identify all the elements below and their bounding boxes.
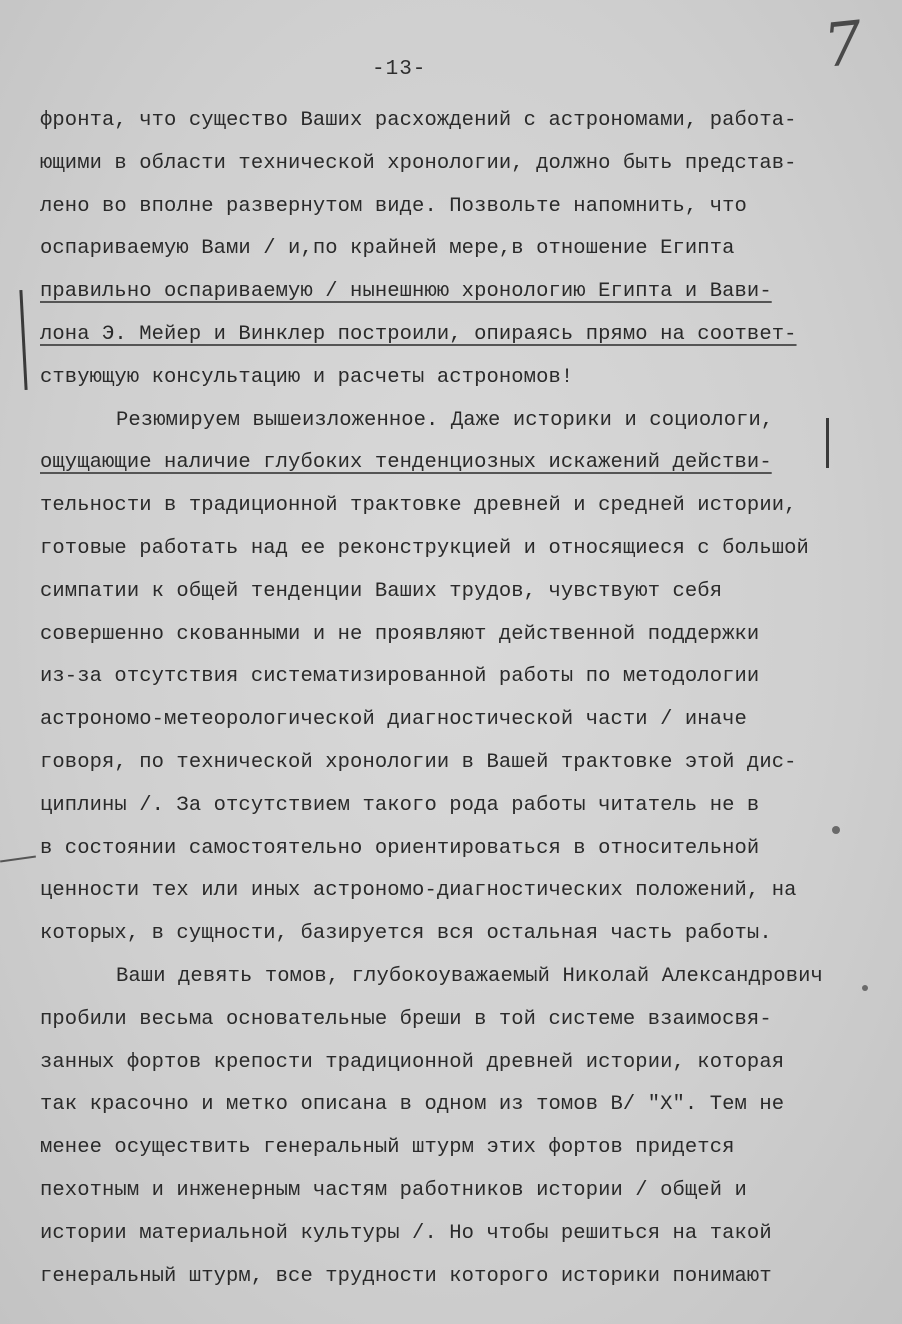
margin-bracket-left [19,290,27,390]
text-line: ценности тех или иных астрономо-диагностических положений, на [40,879,797,903]
text-line: генеральный штурм, все трудности которого историки понимают [40,1264,772,1288]
text-line: так красочно и метко описана в одном из томов В/ "X". Тем не [40,1093,785,1117]
text-line: которых, в сущности, базируется вся остальная часть работы. [40,922,772,946]
text-line: лона Э. Мейер и Винклер построили, опираясь прямо на соответ- [40,322,797,346]
page-number: -13- [372,58,427,81]
text-line: пехотным и инженерным частям работников истории / общей и [40,1178,747,1202]
handwritten-folio-number: 7 [820,8,866,82]
text-line: правильно оспариваемую / нынешнюю хронологию Египта и Вави- [40,280,772,304]
typewritten-body [40,100,880,1298]
text-line: ющими в области технической хронологии, должно быть представ- [40,151,797,175]
margin-tick-left [0,856,36,863]
text-line: Ваши девять томов, глубокоуважаемый Николай Александрович [116,964,823,988]
text-line: в состоянии самостоятельно ориентироваться в относительной [40,836,760,860]
text-line: пробили весьма основательные бреши в той системе взаимосвя- [40,1007,772,1031]
text-line: готовые работать над ее реконструкцией и относящиеся с большой [40,536,809,560]
text-line: менее осуществить генеральный штурм этих фортов придется [40,1136,735,1160]
text-line: тельности в традиционной трактовке древней и средней истории, [40,494,797,518]
text-line: симпатии к общей тенденции Ваших трудов, чувствуют себя [40,579,723,603]
text-line: ствующую консультацию и расчеты астрономов! [40,365,574,389]
text-line: фронта, что существо Ваших расхождений с астрономами, работа- [40,109,797,132]
text-line: ощущающие наличие глубоких тенденциозных искажений действи- [40,451,772,475]
text-line: лено во вполне развернутом виде. Позвольте напомнить, что [40,194,747,218]
text-line: из-за отсутствия систематизированной работы по методологии [40,665,760,689]
text-line: Резюмируем вышеизложенное. Даже историки и социологи, [116,408,774,432]
text-line: астрономо-метеорологической диагностической части / иначе [40,708,747,732]
text-line: занных фортов крепости традиционной древней истории, которая [40,1050,785,1074]
text-line: циплины /. За отсутствием такого рода работы читатель не в [40,793,760,817]
text-line: совершенно скованными и не проявляют действенной поддержки [40,622,760,646]
text-line: оспариваемую Вами / и,по крайней мере,в отношение Египта [40,237,735,261]
text-line: истории материальной культуры /. Но чтобы решиться на такой [40,1221,772,1245]
text-line: говоря, по технической хронологии в Вашей трактовке этой дис- [40,750,797,774]
